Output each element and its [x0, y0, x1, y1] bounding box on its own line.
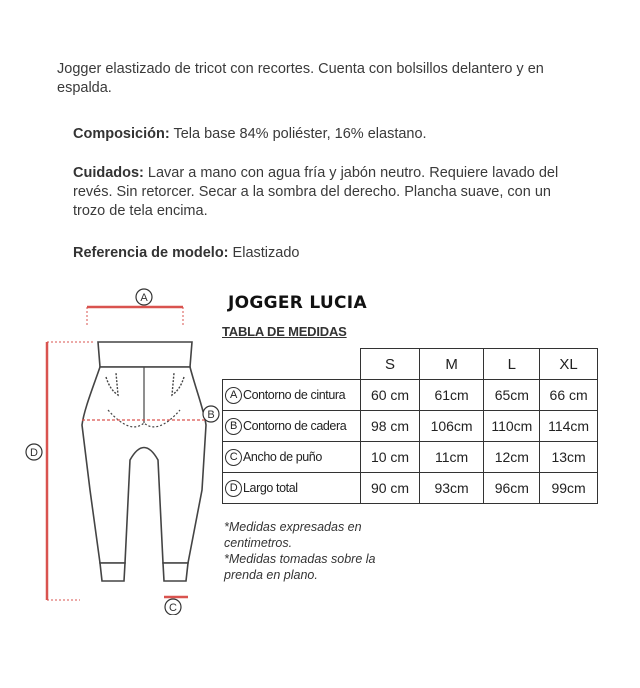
product-description: Jogger elastizado de tricot con recortes. Cuenta con bolsillos delantero y en espalda.: [57, 61, 544, 96]
cell: 90 cm: [361, 473, 419, 504]
row-letter: A: [225, 387, 242, 404]
cell: 66 cm: [540, 380, 598, 411]
table-row: [223, 473, 598, 504]
cell: 11cm: [419, 442, 484, 473]
row-label: D Largo total: [223, 473, 361, 504]
row-letter: B: [225, 418, 242, 435]
cell: 61cm: [419, 380, 484, 411]
composition-label: Composición:: [73, 126, 170, 142]
cell: 114cm: [540, 411, 598, 442]
cell: 12cm: [484, 442, 540, 473]
size-table: [222, 348, 598, 504]
cell: 93cm: [419, 473, 484, 504]
composition-value: Tela base 84% poliéster, 16% elastano.: [173, 126, 427, 142]
size-l-header: L: [484, 349, 540, 380]
model-reference-label: Referencia de modelo:: [73, 245, 229, 261]
label-c: C: [169, 602, 177, 614]
cell: 65cm: [484, 380, 540, 411]
size-m-header: M: [419, 349, 484, 380]
row-label: C Ancho de puño: [223, 442, 361, 473]
right-cuff: [163, 563, 188, 581]
row-label: A Contorno de cintura: [223, 380, 361, 411]
product-title: JOGGER LUCIA: [228, 293, 367, 313]
cell: 96cm: [484, 473, 540, 504]
model-reference-value: Elastizado: [232, 245, 300, 261]
note-measure-method: *Medidas tomadas sobre la prenda en plano.: [224, 552, 376, 582]
size-s-header: S: [361, 349, 419, 380]
cell: 110cm: [484, 411, 540, 442]
care-label: Cuidados:: [73, 165, 144, 181]
row-letter: D: [225, 480, 242, 497]
model-reference: [73, 244, 613, 263]
label-d: D: [30, 447, 38, 459]
pants-diagram: [20, 285, 220, 615]
cell: 106cm: [419, 411, 484, 442]
table-row: [223, 380, 598, 411]
size-table-title: TABLA DE MEDIDAS: [222, 324, 347, 339]
header-empty: [223, 349, 361, 380]
row-letter: C: [225, 449, 242, 466]
label-a: A: [140, 292, 148, 304]
care-value: Lavar a mano con agua fría y jabón neutro. Requiere lavado del revés. Sin retorcer. Secar a la sombra del derecho. Plancha suave, con un trozo de tela encima.: [73, 165, 559, 219]
table-row: [223, 442, 598, 473]
table-row: [223, 411, 598, 442]
size-table-header: [223, 349, 598, 380]
care-instructions: [73, 164, 573, 221]
note-units: *Medidas expresadas en centimetros.: [224, 520, 362, 550]
cell: 13cm: [540, 442, 598, 473]
cell: 99cm: [540, 473, 598, 504]
cell: 98 cm: [361, 411, 419, 442]
row-label: B Contorno de cadera: [223, 411, 361, 442]
cell: 60 cm: [361, 380, 419, 411]
composition: [73, 125, 613, 144]
left-cuff: [100, 563, 125, 581]
cell: 10 cm: [361, 442, 419, 473]
size-xl-header: XL: [540, 349, 598, 380]
waistband: [98, 342, 192, 367]
label-b: B: [207, 409, 215, 421]
